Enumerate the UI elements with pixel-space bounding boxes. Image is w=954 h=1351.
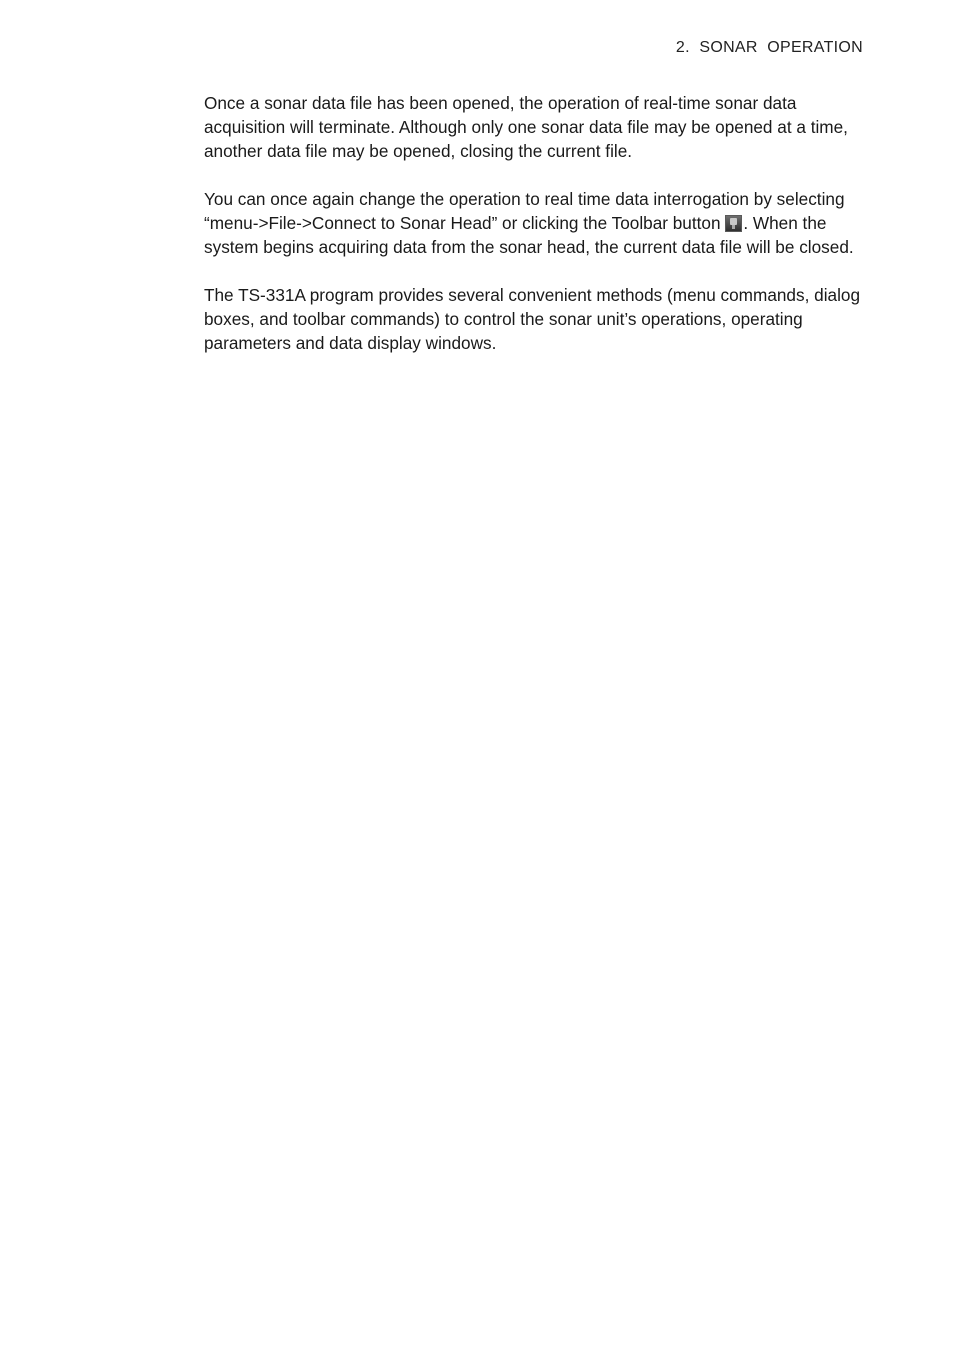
running-header: 2. SONAR OPERATION — [675, 39, 863, 56]
paragraph-connect-sonar-head — [204, 187, 864, 259]
body-text — [204, 91, 864, 379]
paragraph-text-before-icon: You can once again change the operation to real time data interrogation by selecting “menu->File->Connect to Sonar Head” or clicking the Toolbar button — [204, 189, 845, 233]
paragraph-text-after-icon: . When the system begins acquiring data from the sonar head, the current data file will be closed. — [204, 213, 854, 257]
paragraph-file-open: Once a sonar data file has been opened, the operation of real-time sonar data acquisition will terminate. Although only one sonar data file may be opened at a time, another data file may be opened, closing the current file. — [204, 93, 848, 161]
connect-to-sonar-head-icon — [725, 215, 742, 232]
paragraph-program-methods: The TS-331A program provides several convenient methods (menu commands, dialog boxes, and toolbar commands) to control the sonar unit’s operations, operating parameters and data display windows. — [204, 285, 861, 353]
